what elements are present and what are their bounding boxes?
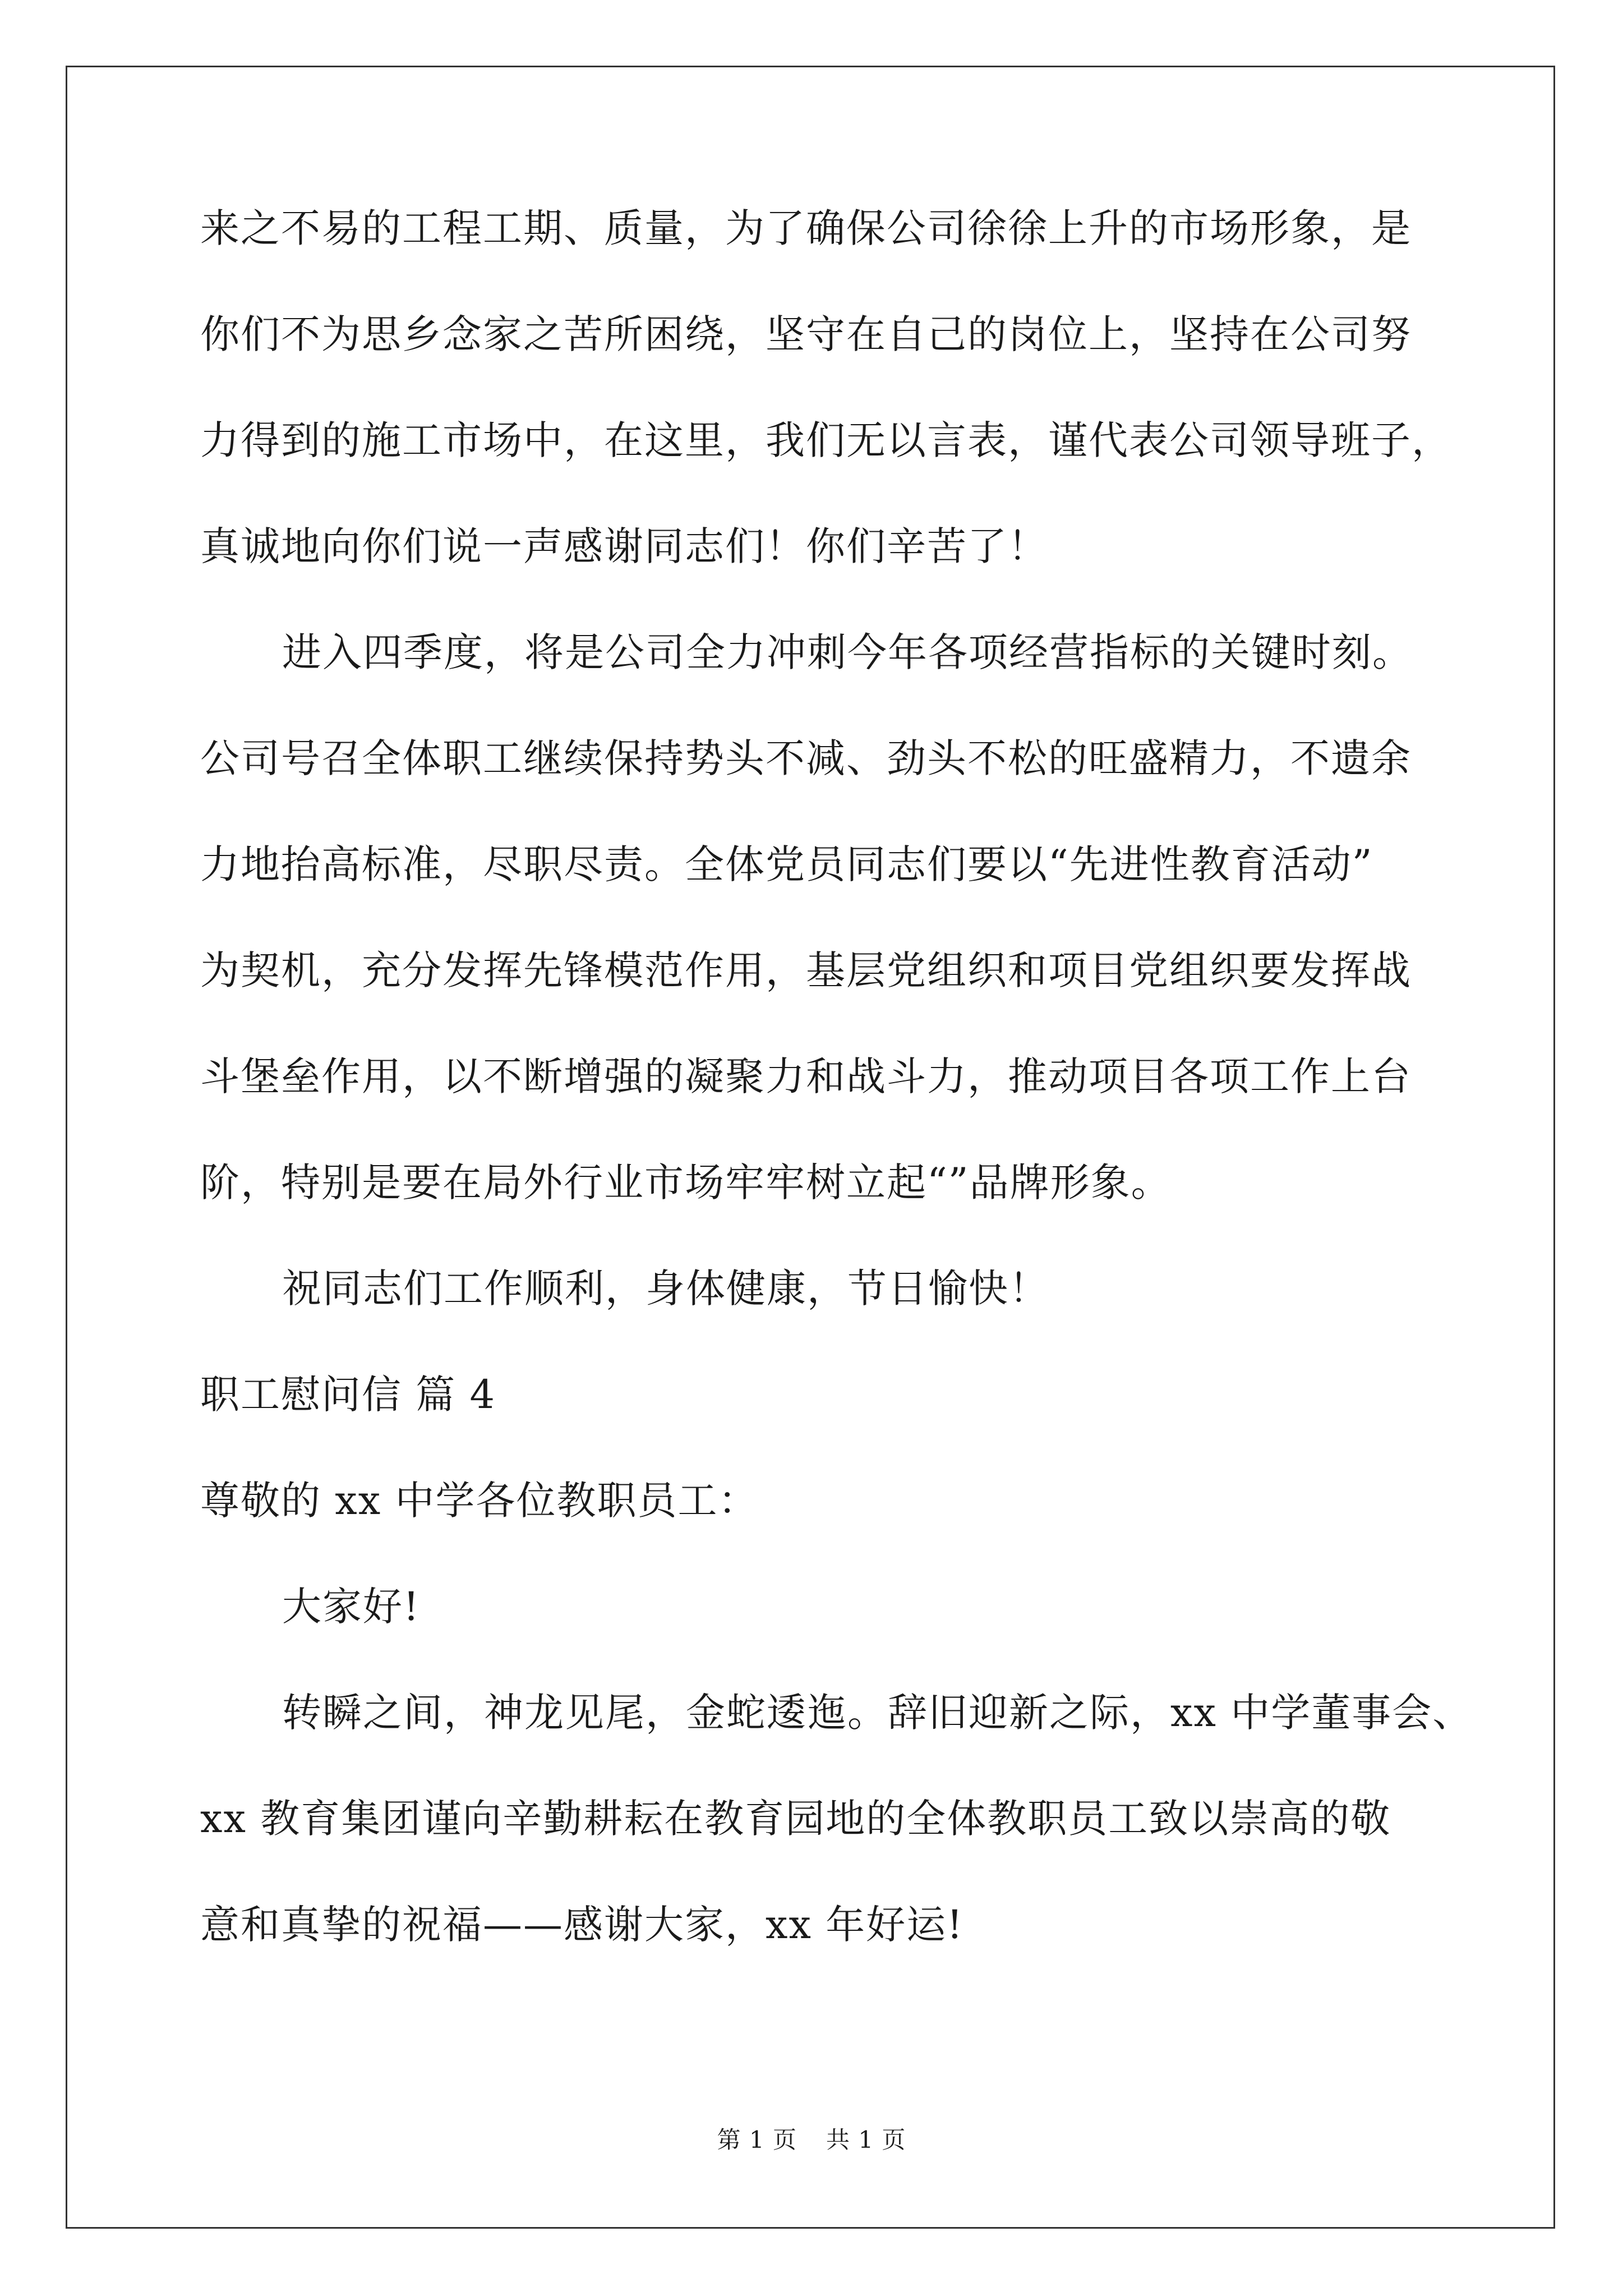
page-total: 共 1 页: [826, 2126, 906, 2154]
text-line: 意和真挚的祝福——感谢大家，xx 年好运!: [200, 1902, 964, 1948]
text-line: 祝同志们工作顺利，身体健康，节日愉快！: [282, 1266, 1049, 1312]
text-line: 转瞬之间，神龙见尾，金蛇逶迤。辞旧迎新之际，xx 中学董事会、: [282, 1690, 1473, 1736]
section-heading: 职工慰问信 篇 4: [200, 1372, 496, 1418]
text-line: 斗堡垒作用，以不断增强的凝聚力和战斗力，推动项目各项工作上台: [200, 1053, 1412, 1099]
text-line: 力地抬高标准，尽职尽责。全体党员同志们要以“先进性教育活动”: [200, 841, 1373, 887]
page-number: 第 1 页: [717, 2126, 797, 2154]
text-line: 来之不易的工程工期、质量，为了确保公司徐徐上升的市场形象，是: [200, 205, 1412, 251]
page-footer: [0, 2126, 1623, 2154]
text-line: xx 教育集团谨向辛勤耕耘在教育园地的全体教职员工致以崇高的敬: [200, 1796, 1391, 1842]
greeting: 大家好!: [282, 1584, 421, 1630]
text-line: 进入四季度，将是公司全力冲刺今年各项经营指标的关键时刻。: [282, 629, 1413, 675]
text-line: 力得到的施工市场中，在这里，我们无以言表，谨代表公司领导班子，: [200, 417, 1452, 463]
text-line: 为契机，充分发挥先锋模范作用，基层党组织和项目党组织要发挥战: [200, 947, 1412, 993]
text-line: 阶，特别是要在局外行业市场牢牢树立起“”品牌形象。: [200, 1159, 1172, 1205]
document-body: [200, 202, 1473, 2004]
salutation: 尊敬的 xx 中学各位教职员工：: [200, 1478, 759, 1524]
text-line: 你们不为思乡念家之苦所困绕，坚守在自己的岗位上，坚持在公司努: [200, 311, 1412, 357]
text-line: 公司号召全体职工继续保持势头不减、劲头不松的旺盛精力，不遗余: [200, 735, 1412, 781]
text-line: 真诚地向你们说一声感谢同志们！你们辛苦了！: [200, 523, 1048, 569]
